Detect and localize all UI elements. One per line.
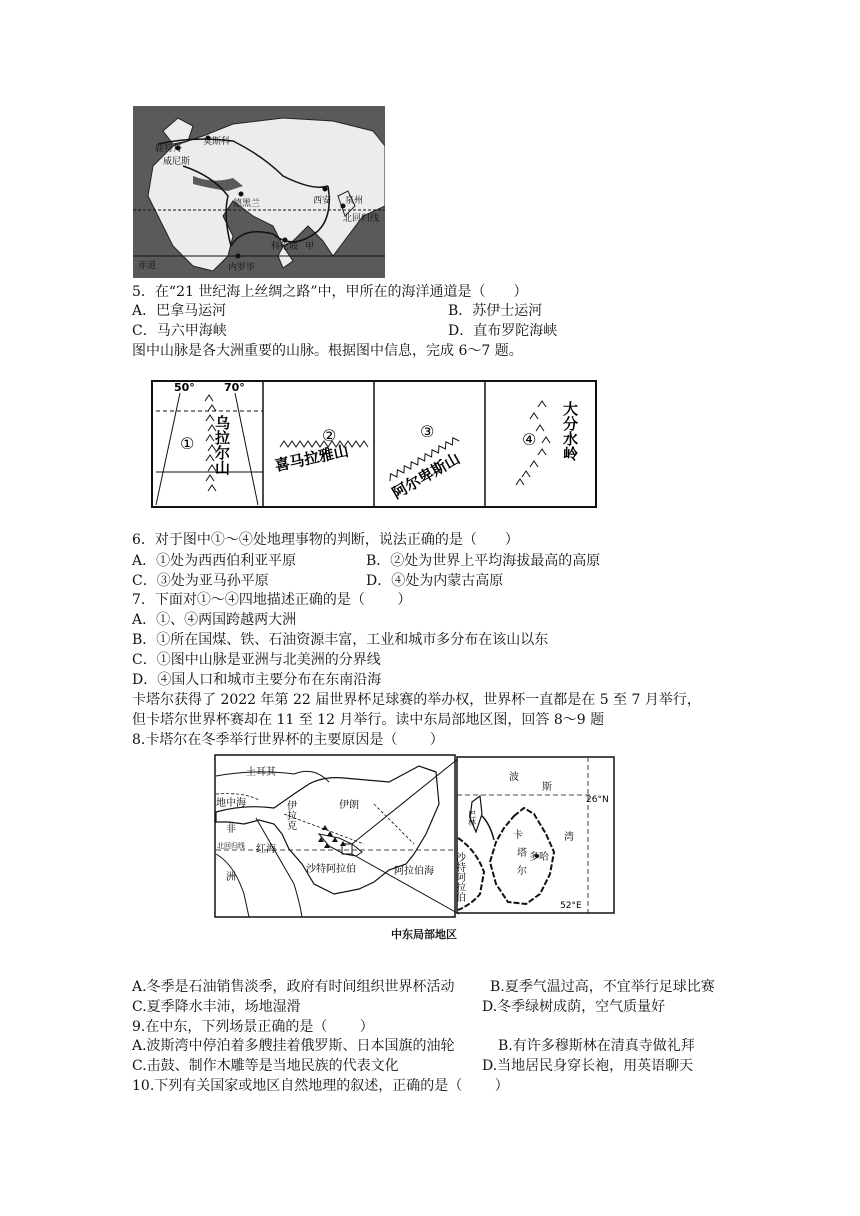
label-iraq: 伊拉克 — [284, 800, 296, 830]
silk-road-map-svg — [133, 106, 385, 278]
label-rotterdam: 鹿特丹 — [155, 144, 183, 154]
q8-stem: 8.卡塔尔在冬季举行世界杯的主要原因是（ ） — [132, 732, 444, 748]
label-lon: 52°E — [560, 901, 582, 911]
m4-num: ④ — [522, 430, 537, 449]
q7-stem: 7．下面对①～④四地描述正确的是（ ） — [132, 592, 412, 608]
q7-option-b[interactable]: B．①所在国煤、铁、石油资源丰富，工业和城市多分布在该山以东 — [132, 632, 549, 648]
q5-option-d[interactable]: D．直布罗陀海峡 — [448, 323, 558, 339]
label-nairobi: 内罗毕 — [228, 263, 256, 273]
q10-stem: 10.下列有关国家或地区自然地理的叙述，正确的是（ ） — [132, 1078, 509, 1094]
q6-stem: 6．对于图中①～④处地理事物的判断，说法正确的是（ ） — [132, 532, 519, 548]
q6-option-c[interactable]: C．③处为亚马孙平原 — [132, 573, 269, 589]
label-africa1: 非 — [226, 824, 236, 835]
intro-8-9-line2: 但卡塔尔世界杯赛却在 11 至 12 月举行。读中东局部地区图，回答 8～9 题 — [132, 712, 605, 728]
label-si: 斯 — [542, 782, 552, 793]
label-quanzhou: 泉州 — [345, 196, 364, 206]
label-bahrain: 巴林 — [467, 810, 477, 826]
m2-name: 喜马拉雅山 — [273, 441, 351, 475]
m3-num: ③ — [420, 422, 435, 441]
q9-option-a[interactable]: A.波斯湾中停泊着多艘挂着俄罗斯、日本国旗的油轮 — [132, 1038, 455, 1054]
m1-name: 乌拉尔山 — [213, 415, 231, 475]
label-colombo: 科伦坡 — [271, 242, 299, 252]
q8-option-b[interactable]: B.夏季气温过高，不宜举行足球比赛 — [490, 979, 715, 995]
label-jia: 甲 — [305, 242, 315, 252]
m2-num: ② — [322, 426, 337, 445]
silk-road-map — [133, 106, 385, 278]
m3-name: 阿尔卑斯山 — [389, 449, 463, 503]
q5-option-c[interactable]: C．马六甲海峡 — [132, 323, 227, 339]
q6-option-a[interactable]: A．①处为西西伯利亚平原 — [132, 553, 297, 569]
label-tropic: 北回归线 — [343, 214, 380, 224]
q5-option-a[interactable]: A．巴拿马运河 — [132, 303, 227, 319]
lon-50: 50° — [174, 381, 195, 394]
q7-option-d[interactable]: D．④国人口和城市主要分布在东南沿海 — [132, 672, 382, 688]
intro-8-9-line1: 卡塔尔获得了 2022 年第 22 届世界杯足球赛的举办权，世界杯一直都是在 5 至 7 月举行， — [132, 692, 701, 708]
mountains-figure — [150, 377, 598, 510]
q8-option-a[interactable]: A.冬季是石油销售淡季，政府有时间组织世界杯活动 — [132, 979, 455, 995]
label-qatar3: 尔 — [517, 866, 527, 877]
q6-option-b[interactable]: B．②处为世界上平均海拔最高的高原 — [366, 553, 601, 569]
label-venice: 威尼斯 — [163, 157, 191, 167]
label-africa2: 洲 — [226, 872, 236, 883]
q5-stem: 5．在“21 世纪海上丝绸之路”中，甲所在的海洋通道是（ ） — [132, 284, 528, 300]
lon-70: 70° — [224, 381, 245, 394]
label-iran: 伊朗 — [339, 800, 359, 811]
label-bo: 波 — [509, 772, 519, 783]
label-tehran: 德黑兰 — [233, 199, 261, 209]
q9-option-b[interactable]: B.有许多穆斯林在清真寺做礼拜 — [498, 1038, 695, 1054]
q6-option-d[interactable]: D．④处为内蒙古高原 — [366, 573, 504, 589]
q8-option-c[interactable]: C.夏季降水丰沛，场地湿滑 — [132, 999, 301, 1015]
label-equator: 赤道 — [138, 261, 157, 271]
label-saudi: 沙特阿拉伯 — [306, 864, 356, 875]
label-doha: 多哈 — [529, 852, 549, 863]
label-redsea: 红海 — [256, 844, 276, 855]
m1-num: ① — [180, 434, 195, 453]
label-saudi-inset: 沙特阿拉伯 — [453, 852, 465, 902]
q9-stem: 9.在中东，下列场景正确的是（ ） — [132, 1019, 374, 1035]
intro-6-7: 图中山脉是各大洲重要的山脉。根据图中信息，完成 6～7 题。 — [132, 343, 523, 359]
label-arabsea: 阿拉伯海 — [394, 866, 434, 877]
label-med: 地中海 — [216, 798, 246, 809]
q5-option-b[interactable]: B．苏伊士运河 — [448, 303, 543, 319]
m4-name: 大分水岭 — [561, 401, 579, 461]
label-lat: 26°N — [586, 795, 609, 805]
label-qatar2: 塔 — [517, 848, 527, 859]
label-tropic: 北回归线 — [217, 842, 245, 850]
label-xian: 西安 — [313, 196, 332, 206]
q9-option-d[interactable]: D.当地居民身穿长袍，用英语聊天 — [482, 1058, 694, 1074]
label-turkey: 土耳其 — [246, 767, 276, 778]
q7-option-a[interactable]: A．①、④两国跨越两大洲 — [132, 612, 297, 628]
q9-option-c[interactable]: C.击鼓、制作木雕等是当地民族的代表文化 — [132, 1058, 399, 1074]
label-moscow: 莫斯科 — [203, 137, 231, 147]
label-wan: 湾 — [564, 832, 574, 843]
label-qatar1: 卡 — [513, 830, 523, 841]
middle-east-map — [214, 754, 616, 918]
q8-option-d[interactable]: D.冬季绿树成荫，空气质量好 — [482, 999, 666, 1015]
middle-east-caption: 中东局部地区 — [391, 928, 457, 941]
q7-option-c[interactable]: C．①图中山脉是亚洲与北美洲的分界线 — [132, 652, 381, 668]
